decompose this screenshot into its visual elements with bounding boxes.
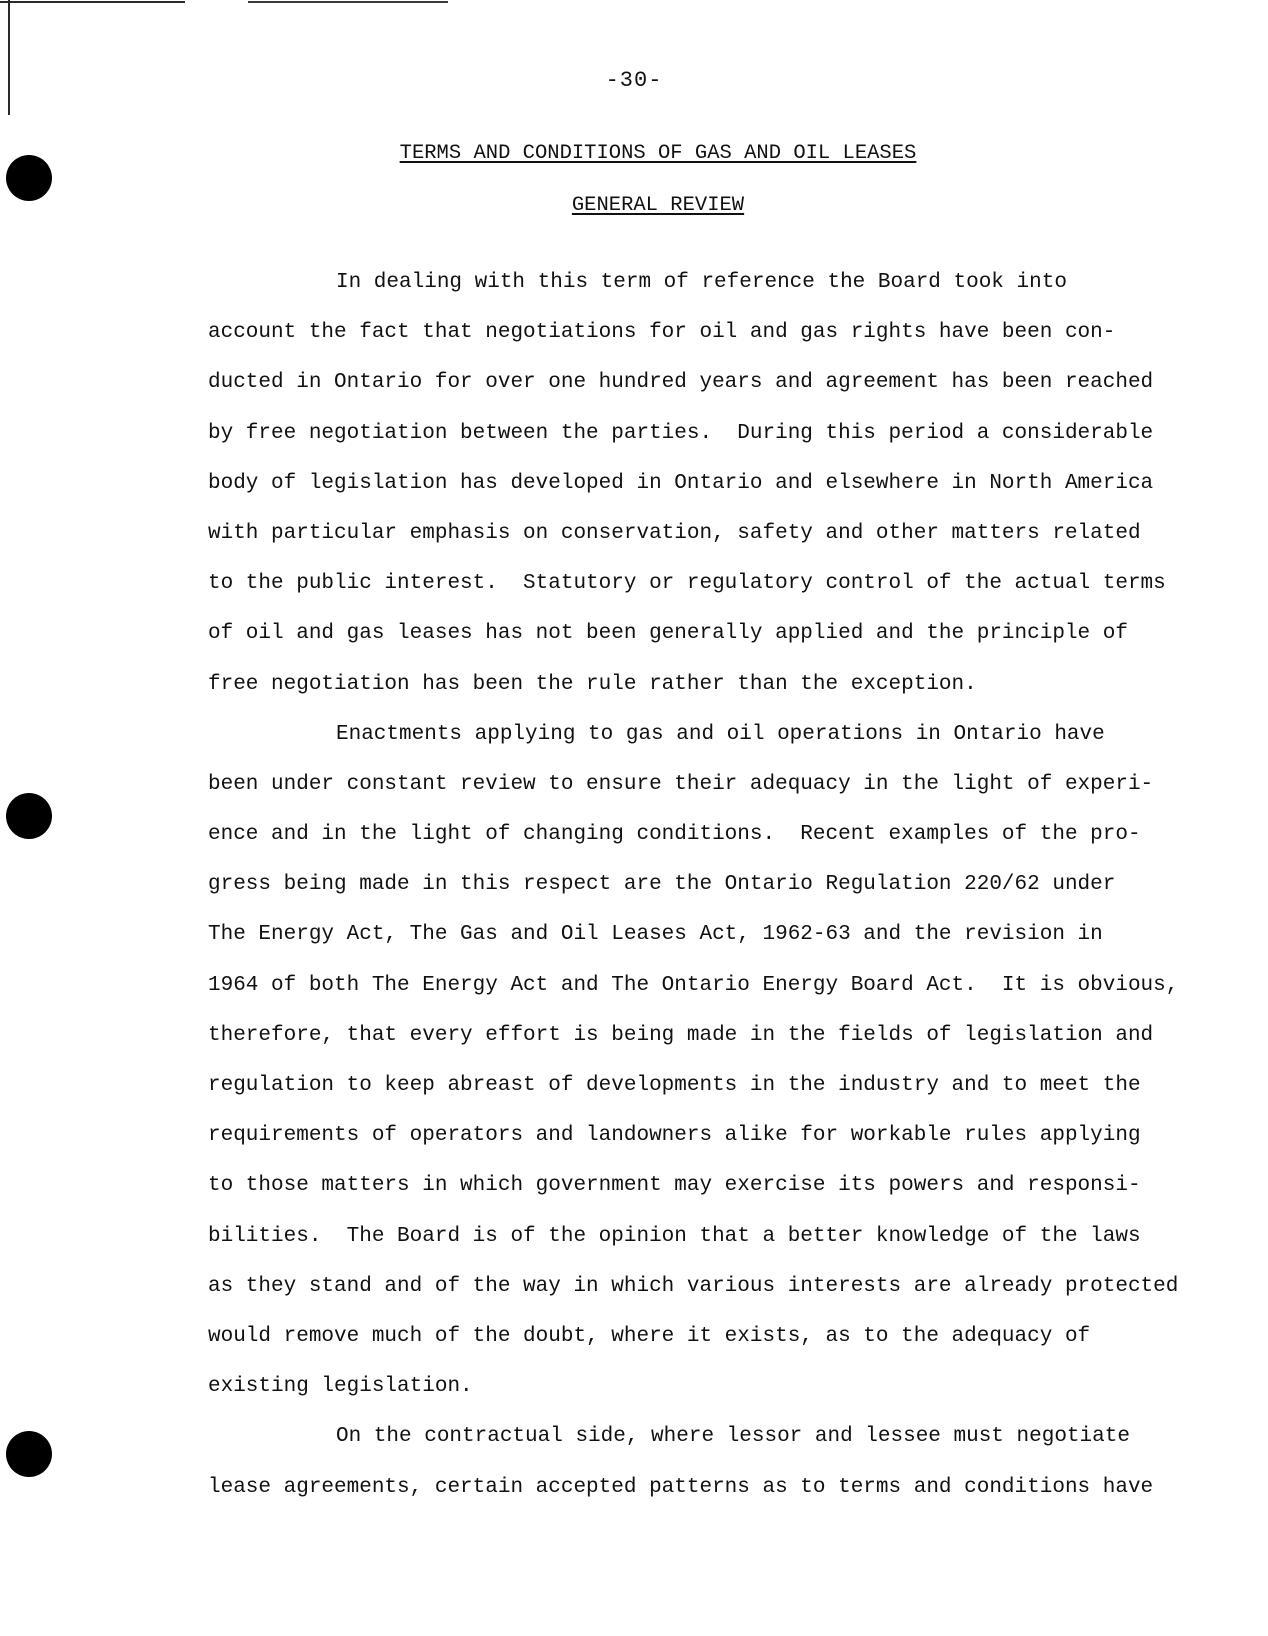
text-line: On the contractual side, where lessor and lessee must negotiate [336, 1425, 1130, 1449]
body-text [208, 268, 1179, 1523]
text-line: 1964 of both The Energy Act and The Ontario Energy Board Act. It is obvious, [208, 973, 1179, 997]
text-line: requirements of operators and landowners alike for workable rules applying [208, 1124, 1141, 1148]
text-line: account the fact that negotiations for oil and gas rights have been con- [208, 321, 1116, 345]
text-line: by free negotiation between the parties. During this period a considerable [208, 421, 1154, 445]
text-line: The Energy Act, The Gas and Oil Leases Act, 1962-63 and the revision in [208, 923, 1103, 947]
text-line: to those matters in which government may exercise its powers and responsi- [208, 1174, 1141, 1198]
text-line: would remove much of the doubt, where it exists, as to the adequacy of [208, 1324, 1091, 1348]
text-line: as they stand and of the way in which various interests are already protected [208, 1274, 1179, 1298]
punch-hole-icon [6, 1431, 52, 1477]
paragraph [208, 268, 1168, 720]
scan-edge-line [8, 0, 10, 115]
text-line: ducted in Ontario for over one hundred years and agreement has been reached [208, 371, 1154, 395]
text-line: gress being made in this respect are the Ontario Regulation 220/62 under [208, 873, 1116, 897]
paragraph [208, 1422, 1168, 1522]
text-line: In dealing with this term of reference the Board took into [336, 271, 1067, 294]
text-line: to the public interest. Statutory or regulatory control of the actual terms [208, 572, 1166, 596]
text-line: been under constant review to ensure their adequacy in the light of experi- [208, 772, 1154, 796]
text-line: ence and in the light of changing conditions. Recent examples of the pro- [208, 823, 1141, 847]
paragraph [208, 720, 1179, 1423]
text-line: free negotiation has been the rule rather than the exception. [208, 672, 977, 696]
text-line: with particular emphasis on conservation, safety and other matters related [208, 521, 1141, 545]
text-line: lease agreements, certain accepted patterns as to terms and conditions have [208, 1475, 1154, 1499]
text-line: bilities. The Board is of the opinion that a better knowledge of the laws [208, 1224, 1141, 1248]
scan-edge-line [248, 1, 448, 3]
text-line: Enactments applying to gas and oil operations in Ontario have [336, 722, 1105, 746]
text-line: therefore, that every effort is being made in the fields of legislation and [208, 1023, 1154, 1047]
text-line: of oil and gas leases has not been generally applied and the principle of [208, 622, 1128, 646]
document-title: TERMS AND CONDITIONS OF GAS AND OIL LEASES [399, 142, 917, 165]
scan-edge-line [0, 1, 185, 3]
text-line: regulation to keep abreast of developments in the industry and to meet the [208, 1074, 1141, 1097]
text-line: existing legislation. [208, 1375, 473, 1399]
section-subtitle: GENERAL REVIEW [571, 194, 745, 217]
page-number: -30- [605, 68, 663, 93]
text-line: body of legislation has developed in Ontario and elsewhere in North America [208, 471, 1154, 495]
punch-hole-icon [6, 793, 52, 839]
